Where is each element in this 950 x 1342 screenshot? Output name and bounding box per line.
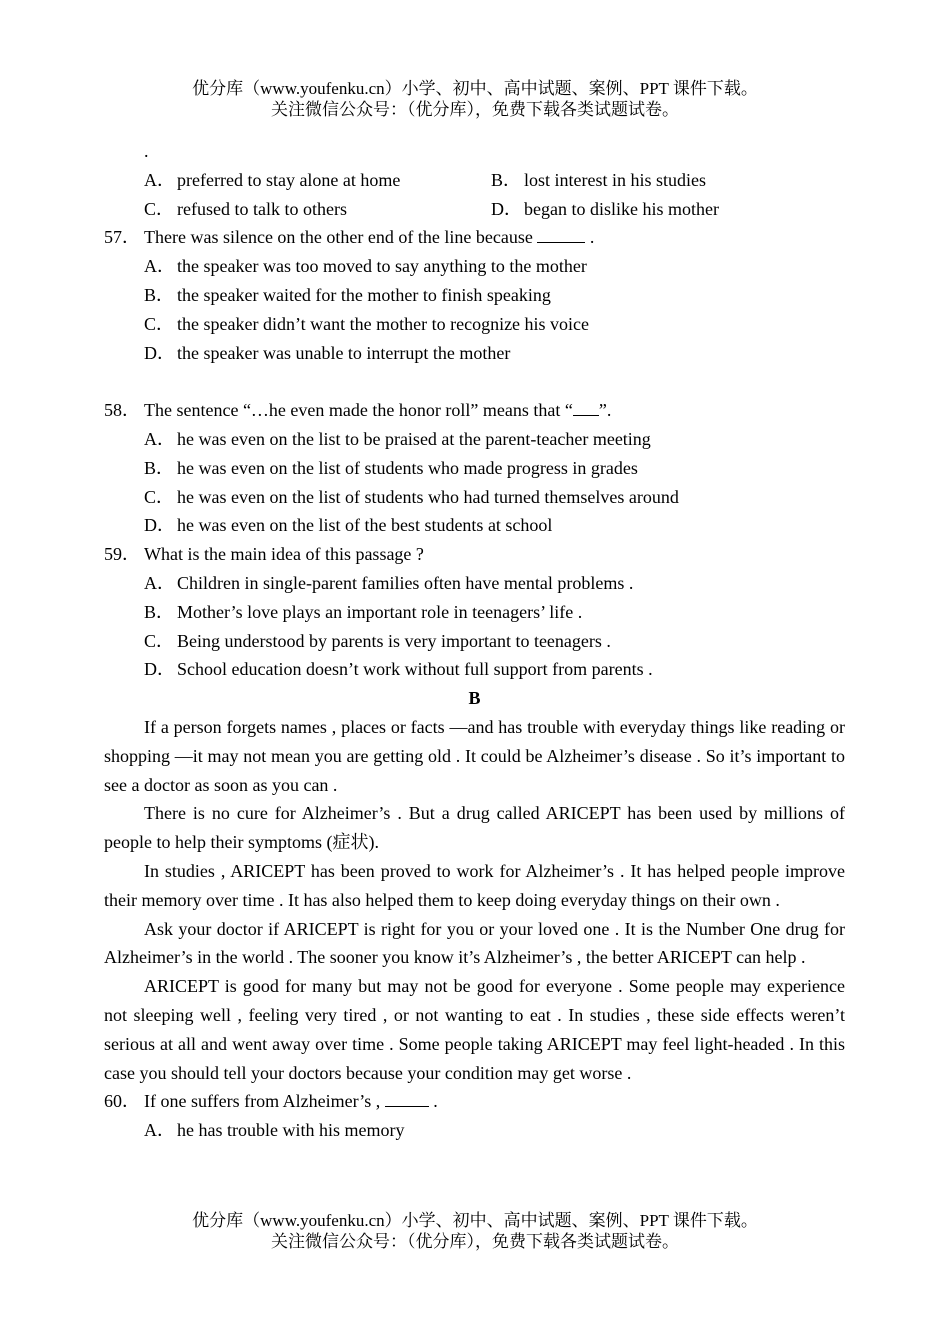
header-line-1: 优分库（www.youfenku.cn）小学、初中、高中试题、案例、PPT 课件下载。 bbox=[192, 79, 758, 98]
q57-option-d[interactable] bbox=[104, 339, 845, 368]
question-text: What is the main idea of this passage ? bbox=[144, 544, 424, 565]
header-line-2: 关注微信公众号：（优分库），免费下载各类试题试卷。 bbox=[271, 100, 679, 119]
option-text: lost interest in his studies bbox=[524, 169, 706, 190]
question-text-end: . bbox=[585, 227, 595, 248]
option-letter: B． bbox=[144, 601, 175, 622]
q56-option-b[interactable] bbox=[491, 166, 706, 195]
option-text: Being understood by parents is very important to teenagers . bbox=[177, 630, 611, 651]
option-letter: A． bbox=[144, 256, 175, 277]
q59-option-d[interactable] bbox=[104, 655, 845, 684]
option-text: he was even on the list of students who had turned themselves around bbox=[177, 486, 679, 507]
option-letter: D． bbox=[144, 515, 175, 536]
q58-option-c[interactable] bbox=[104, 483, 845, 512]
option-letter: B． bbox=[144, 284, 175, 305]
passage-paragraph: If a person forgets names , places or facts —and has trouble with everyday things like reading or shopping —it may not mean you are getting old . It could be Alzheimer’s disease . So it’s important to see a doctor as soon as you can . bbox=[104, 716, 845, 795]
question-text: There was silence on the other end of the line because bbox=[144, 227, 533, 248]
option-text: School education doesn’t work without full support from parents . bbox=[177, 659, 653, 680]
page-header bbox=[0, 78, 950, 120]
section-b-heading: B bbox=[468, 688, 481, 709]
option-letter: C． bbox=[144, 630, 175, 651]
option-text: began to dislike his mother bbox=[524, 198, 719, 219]
option-text: refused to talk to others bbox=[177, 198, 347, 219]
question-text-end: . bbox=[428, 1091, 438, 1112]
footer-line-2: 关注微信公众号：（优分库），免费下载各类试题试卷。 bbox=[271, 1232, 679, 1251]
option-letter: A． bbox=[144, 169, 175, 190]
option-letter: C． bbox=[144, 198, 175, 219]
answer-blank[interactable] bbox=[537, 226, 585, 243]
q59-option-a[interactable] bbox=[104, 569, 845, 598]
question-number: 57． bbox=[104, 227, 140, 248]
option-letter: A． bbox=[144, 1120, 175, 1141]
spacer bbox=[104, 367, 845, 396]
q56-option-d[interactable] bbox=[491, 195, 719, 224]
q60-option-a[interactable] bbox=[104, 1116, 845, 1145]
option-text: preferred to stay alone at home bbox=[177, 169, 401, 190]
question-number: 60． bbox=[104, 1091, 140, 1112]
q59-option-c[interactable] bbox=[104, 627, 845, 656]
passage-paragraph: There is no cure for Alzheimer’s . But a drug called ARICEPT has been used by millions of people to help their symptoms (症状). bbox=[104, 803, 845, 853]
option-text: the speaker was unable to interrupt the mother bbox=[177, 342, 511, 363]
q57-option-b[interactable] bbox=[104, 281, 845, 310]
option-letter: D． bbox=[144, 659, 175, 680]
exam-content bbox=[104, 137, 845, 1145]
option-letter: B． bbox=[144, 457, 175, 478]
q58-option-b[interactable] bbox=[104, 454, 845, 483]
question-number: 59． bbox=[104, 544, 140, 565]
option-letter: D． bbox=[144, 342, 175, 363]
option-text: he has trouble with his memory bbox=[177, 1120, 405, 1141]
q56-option-a[interactable] bbox=[144, 166, 491, 195]
q56-options-row-2 bbox=[104, 195, 845, 224]
q58-option-d[interactable] bbox=[104, 511, 845, 540]
option-text: he was even on the list of students who made progress in grades bbox=[177, 457, 638, 478]
option-text: Children in single-parent families often have mental problems . bbox=[177, 572, 634, 593]
option-letter: B． bbox=[491, 169, 522, 190]
q58-option-a[interactable] bbox=[104, 425, 845, 454]
option-letter: A． bbox=[144, 572, 175, 593]
question-text-end: ”. bbox=[598, 400, 612, 421]
question-text: The sentence “…he even made the honor roll” means that “ bbox=[144, 400, 573, 421]
option-text: the speaker didn’t want the mother to recognize his voice bbox=[177, 313, 590, 334]
passage-paragraph: Ask your doctor if ARICEPT is right for you or your loved one . It is the Number One drug for Alzheimer’s in the world . The sooner you know it’s Alzheimer’s , the better ARICEPT can help . bbox=[104, 918, 845, 968]
option-text: Mother’s love plays an important role in teenagers’ life . bbox=[177, 601, 583, 622]
option-letter: A． bbox=[144, 428, 175, 449]
question-text: If one suffers from Alzheimer’s , bbox=[144, 1091, 381, 1112]
stray-dot: . bbox=[144, 141, 149, 161]
option-text: he was even on the list to be praised at the parent-teacher meeting bbox=[177, 428, 651, 449]
option-text: he was even on the list of the best students at school bbox=[177, 515, 553, 536]
page-footer bbox=[0, 1210, 950, 1252]
answer-blank[interactable] bbox=[385, 1090, 429, 1107]
q56-option-c[interactable] bbox=[144, 195, 491, 224]
option-letter: D． bbox=[491, 198, 522, 219]
q57-stem bbox=[104, 223, 845, 252]
q58-stem bbox=[104, 396, 845, 425]
q59-stem bbox=[104, 540, 845, 569]
option-letter: C． bbox=[144, 486, 175, 507]
passage-paragraph: ARICEPT is good for many but may not be good for everyone . Some people may experience not sleeping well , feeling very tired , or not wanting to eat . In studies , these side effects weren’t serious at all and went away over time . Some people taking ARICEPT may feel light-headed . In this case you should tell your doctors because your condition may get worse . bbox=[104, 976, 845, 1083]
q56-options-row-1 bbox=[104, 166, 845, 195]
option-text: the speaker was too moved to say anything to the mother bbox=[177, 256, 587, 277]
option-text: the speaker waited for the mother to finish speaking bbox=[177, 284, 551, 305]
q60-stem bbox=[104, 1087, 845, 1116]
question-number: 58． bbox=[104, 400, 140, 421]
q59-option-b[interactable] bbox=[104, 598, 845, 627]
q57-option-c[interactable] bbox=[104, 310, 845, 339]
footer-line-1: 优分库（www.youfenku.cn）小学、初中、高中试题、案例、PPT 课件下载。 bbox=[192, 1211, 758, 1230]
passage-paragraph: In studies , ARICEPT has been proved to work for Alzheimer’s . It has helped people improve their memory over time . It has also helped them to keep doing everyday things on their own . bbox=[104, 860, 845, 910]
q57-option-a[interactable] bbox=[104, 252, 845, 281]
option-letter: C． bbox=[144, 313, 175, 334]
answer-blank[interactable] bbox=[573, 399, 599, 416]
